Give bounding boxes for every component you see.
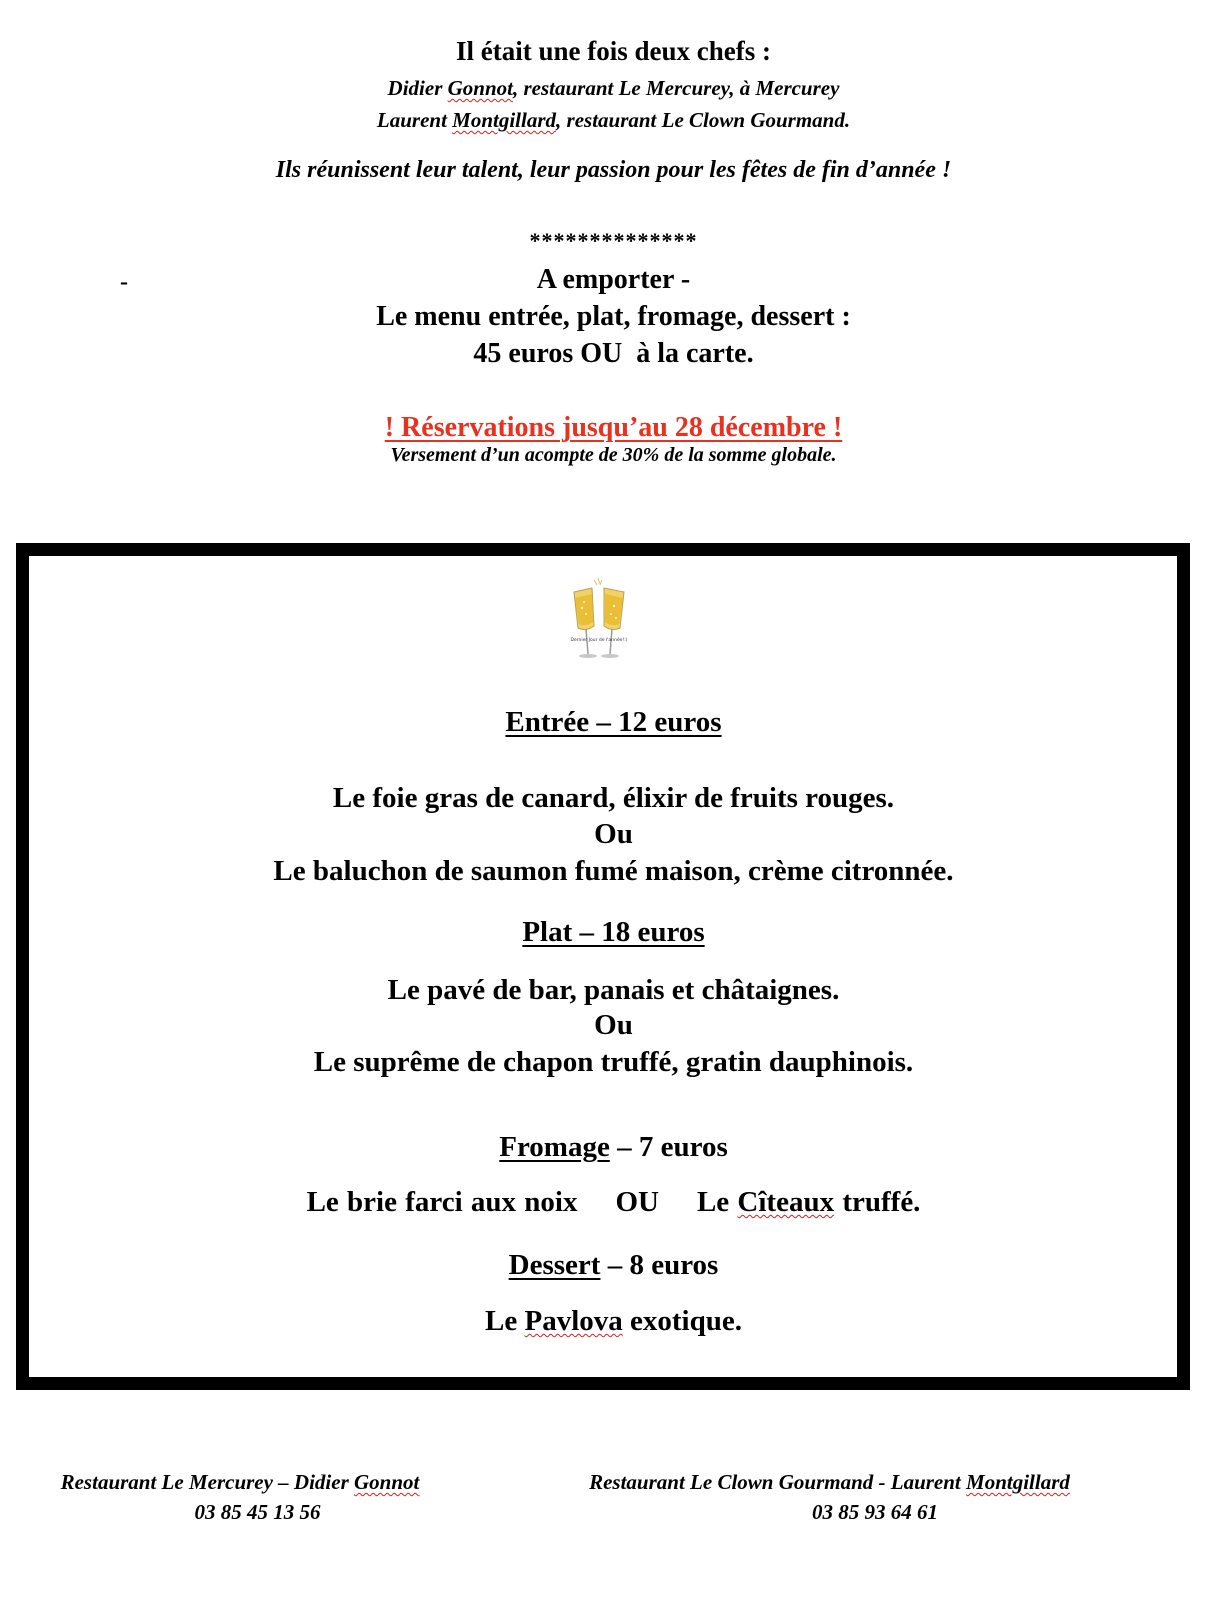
chef1-surname: Gonnot [447, 76, 513, 100]
stars-divider: ************** [529, 228, 698, 253]
chef2-firstname: Laurent [376, 108, 447, 132]
plat-or: Ou [594, 1009, 633, 1041]
reservation-text: ! Réservations jusqu’au 28 décembre ! [384, 412, 843, 443]
left-glass-icon [574, 588, 597, 658]
dessert-heading [0, 1249, 1227, 1282]
footer-right-phone: 03 85 93 64 61 [812, 1500, 938, 1524]
dessert-name: Pavlova [524, 1305, 623, 1337]
deposit-note: Versement d’un acompte de 30% de la somme globale. [390, 444, 837, 466]
dessert-heading-price: – 8 euros [600, 1249, 719, 1281]
fromage-or: OU [615, 1186, 659, 1218]
right-glass-icon [601, 588, 624, 658]
fromage-heading-word: Fromage [499, 1131, 610, 1163]
entree-option-1: Le foie gras de canard, élixir de fruits rouges. [332, 782, 895, 814]
footer-left-phone: 03 85 45 13 56 [194, 1500, 321, 1524]
chef2-line [0, 108, 1227, 133]
chef1-firstname: Didier [387, 76, 443, 100]
menu-price: 45 euros OU à la carte. [473, 338, 754, 369]
plat-heading-text: Plat – 18 euros [522, 916, 705, 948]
reservation-deadline [0, 412, 1227, 444]
fromage-option-2-suffix: truffé. [834, 1186, 921, 1218]
entree-heading [0, 706, 1227, 739]
entree-or: Ou [594, 818, 633, 850]
fromage-heading [0, 1131, 1227, 1164]
takeaway-heading: A emporter - [536, 264, 691, 295]
page-title: Il était une fois deux chefs : [456, 36, 771, 66]
list-dash: - [120, 269, 128, 295]
footer-left-restaurant [30, 1470, 450, 1495]
tagline: Ils réunissent leur talent, leur passion pour les fêtes de fin d’année ! [275, 157, 952, 183]
chef1-restaurant: , restaurant Le Mercurey, à Mercurey [512, 76, 840, 100]
chef2-surname: Montgillard [452, 108, 557, 132]
footer-right-restaurant [548, 1470, 1111, 1495]
dessert-prefix: Le [485, 1305, 525, 1337]
fromage-option-2-name: Cîteaux [737, 1186, 835, 1218]
plat-option-2: Le suprême de chapon truffé, gratin dauphinois. [313, 1046, 914, 1078]
footer-left-surname: Gonnot [354, 1470, 420, 1494]
plat-option-1: Le pavé de bar, panais et châtaignes. [387, 974, 840, 1006]
entree-heading-text: Entrée – 12 euros [505, 706, 722, 738]
footer-left-prefix: Restaurant Le Mercurey – Didier [60, 1470, 355, 1494]
dessert-option [0, 1305, 1227, 1338]
footer-right-prefix: Restaurant Le Clown Gourmand - Laurent [589, 1470, 967, 1494]
plat-heading [0, 916, 1227, 949]
dessert-suffix: exotique. [622, 1305, 742, 1337]
entree-option-2: Le baluchon de saumon fumé maison, crème citronnée. [273, 855, 954, 887]
chef2-restaurant: , restaurant Le Clown Gourmand. [556, 108, 851, 132]
fromage-option-2-prefix: Le [696, 1186, 738, 1218]
image-caption: Dernier Jour de l'année!:) [570, 638, 628, 643]
menu-composition: Le menu entrée, plat, fromage, dessert : [376, 301, 851, 332]
footer-right-surname: Montgillard [966, 1470, 1070, 1494]
fromage-options [0, 1186, 1227, 1219]
champagne-glasses-image [564, 574, 634, 666]
dessert-heading-word: Dessert [508, 1249, 601, 1281]
chef1-line [0, 76, 1227, 101]
fromage-heading-price: – 7 euros [609, 1131, 728, 1163]
fromage-option-1: Le brie farci aux noix [306, 1186, 578, 1218]
